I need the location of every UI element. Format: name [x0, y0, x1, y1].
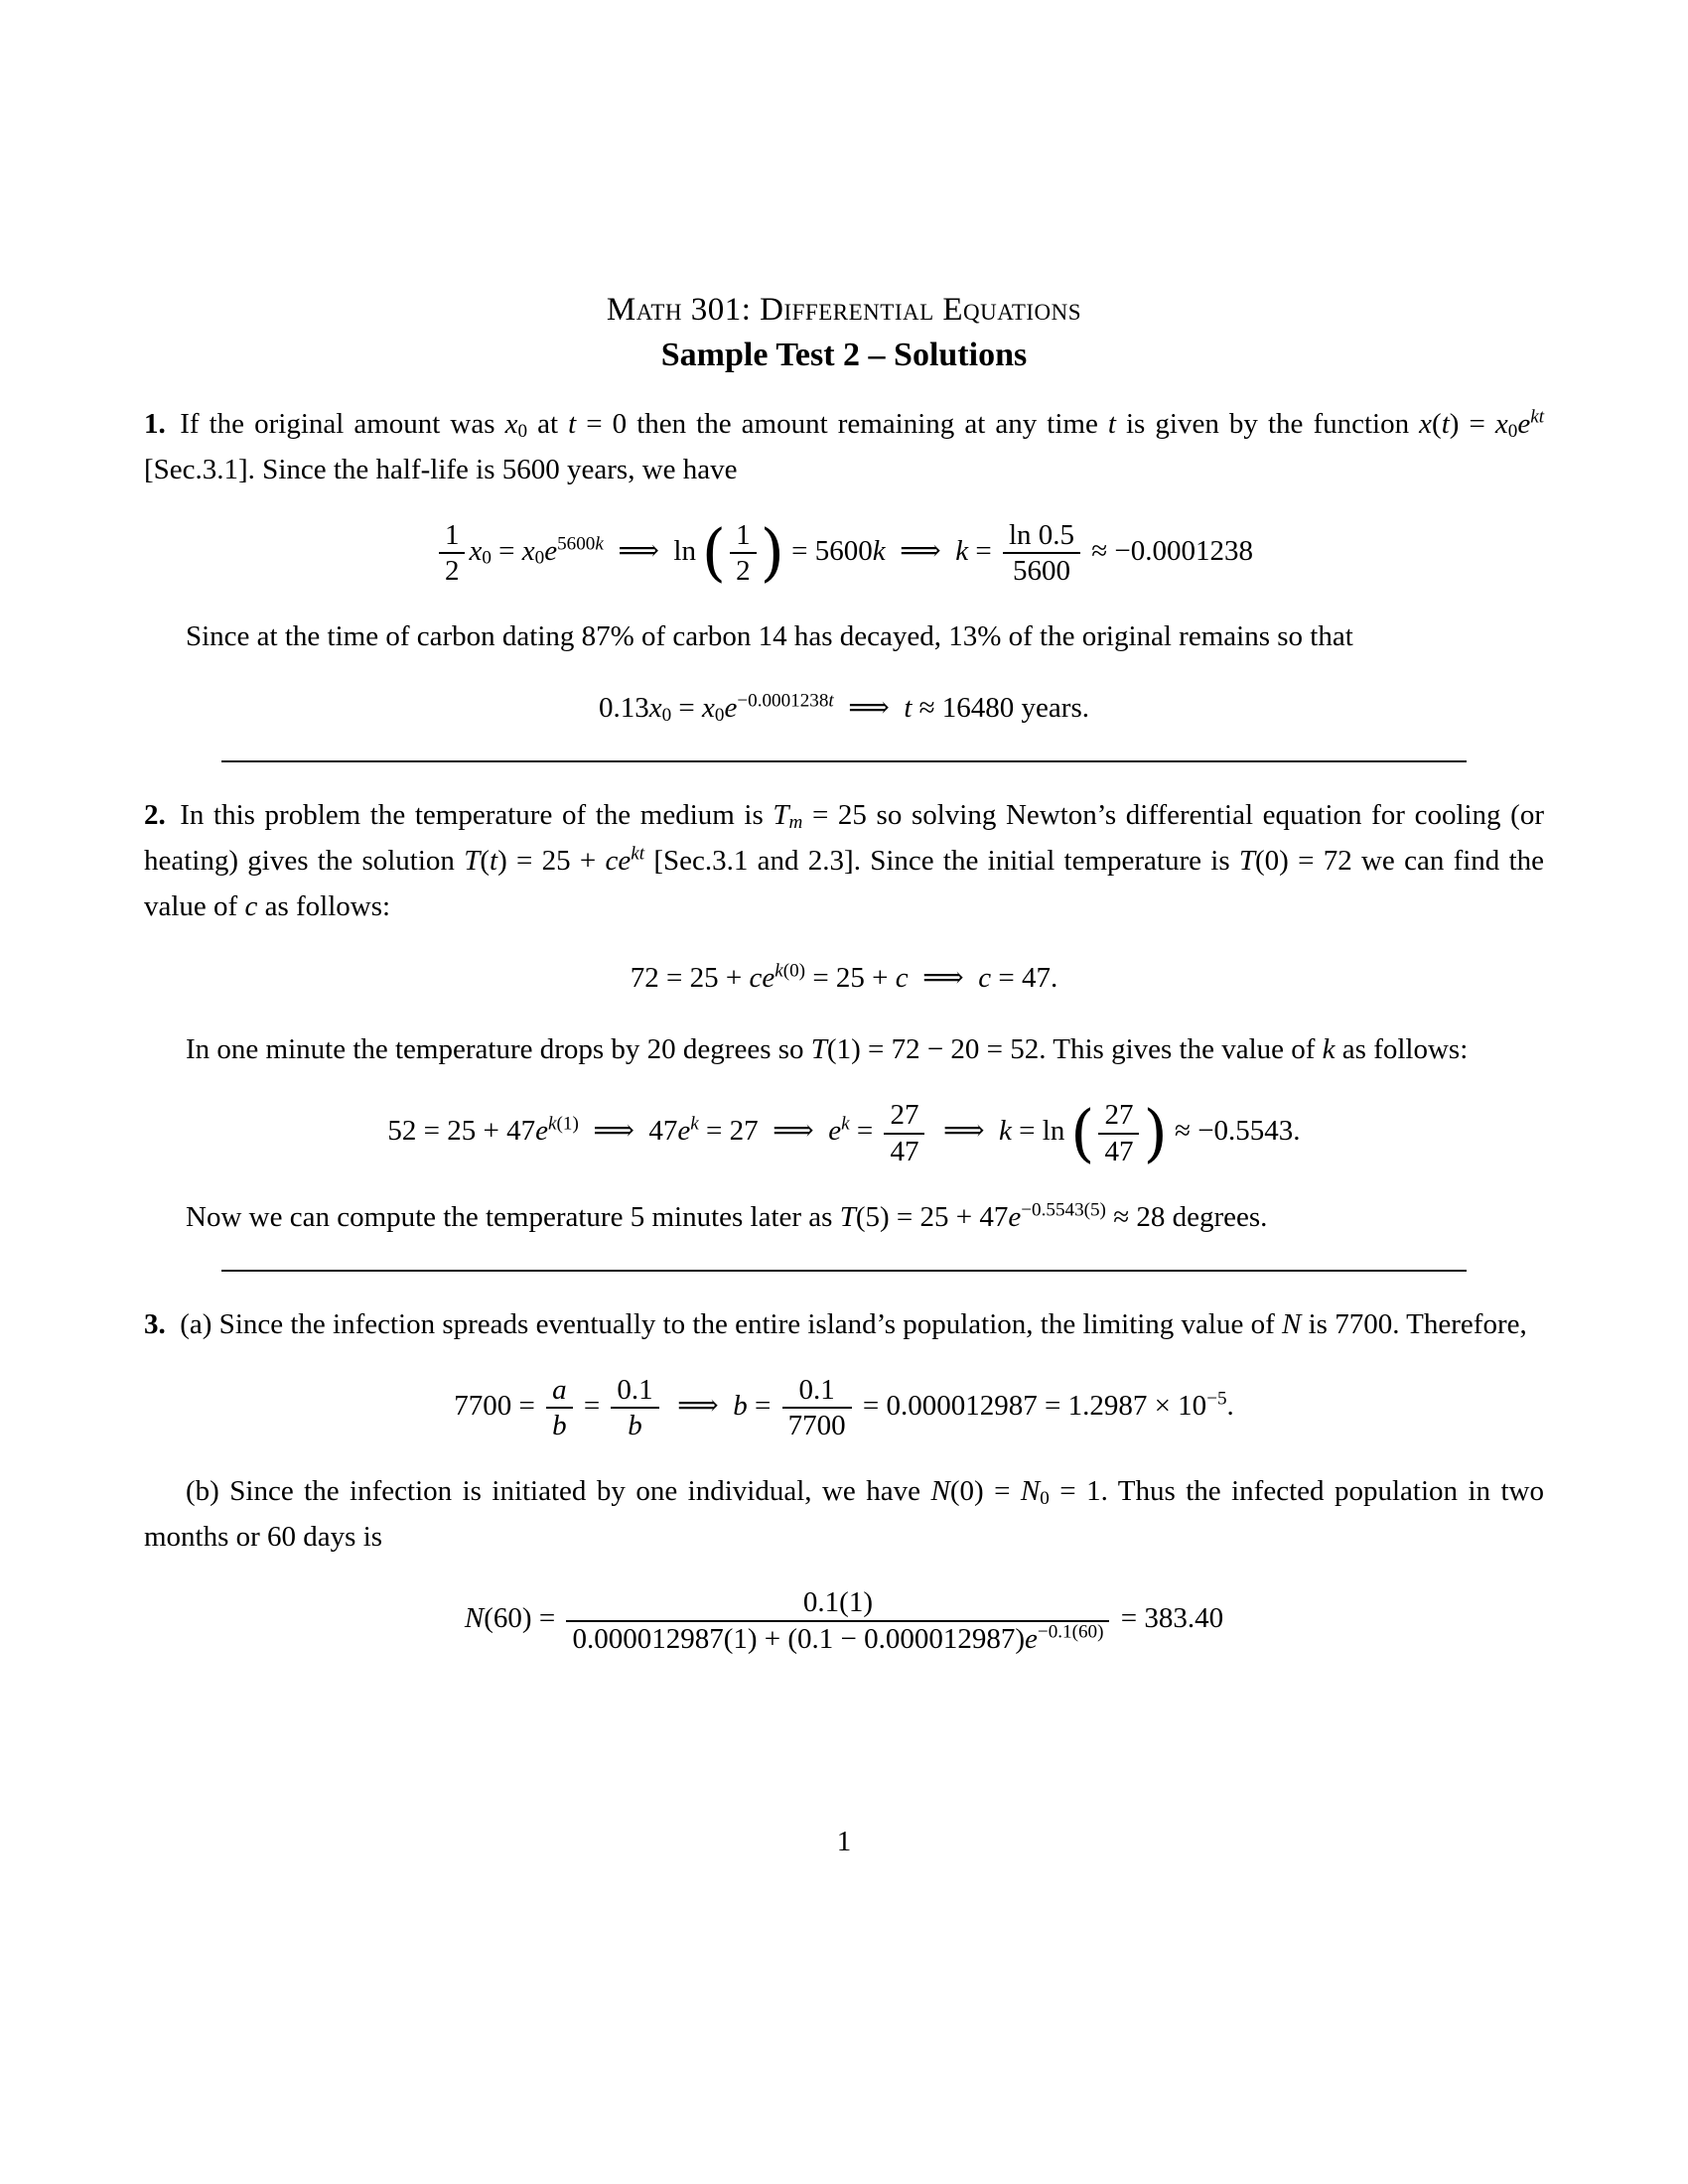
superscript — [841, 1114, 850, 1135]
paren-content — [1094, 1098, 1143, 1167]
math-variable: e — [535, 1115, 549, 1148]
math-variable: x — [702, 692, 715, 725]
text-run: (1) = 72 − 20 = 52. This gives the value of — [826, 1033, 1323, 1066]
numerator — [439, 518, 466, 554]
open-paren-icon: ( — [1070, 1096, 1095, 1169]
text-run: ⟹ — [578, 1115, 649, 1148]
text-run: = — [491, 534, 522, 567]
display-equation — [144, 518, 1544, 588]
text-run: 0 — [1040, 1488, 1050, 1510]
math-variable: e — [1008, 1200, 1022, 1233]
separator-rule — [221, 760, 1468, 762]
text-run: 0.13 — [598, 692, 649, 725]
math-variable: t — [1107, 408, 1116, 440]
denominator — [782, 1409, 852, 1442]
text-run: = 25 + — [805, 962, 896, 995]
text-run: ⟹ — [928, 1115, 1000, 1148]
math-variable: ce — [749, 962, 775, 995]
document-body — [144, 401, 1544, 1656]
math-variable: b — [628, 1410, 642, 1442]
text-run: 0 — [482, 547, 492, 569]
math-variable: x — [1494, 408, 1508, 440]
math-variable: T — [810, 1033, 827, 1066]
paragraph — [144, 401, 1544, 492]
text-run: −0.5543(5) — [1021, 1199, 1106, 1221]
text-run: = 27 — [698, 1115, 759, 1148]
subscript — [535, 548, 545, 569]
text-run: at — [527, 408, 569, 440]
math-variable: b — [733, 1389, 748, 1422]
text-run: 1 — [444, 519, 460, 551]
text-run: Now we can compute the temperature 5 minutes later as — [186, 1200, 840, 1233]
text-run: (0) — [782, 960, 806, 982]
math-variable: a — [552, 1373, 567, 1406]
text-run: (0) = 72 we can find the value of — [144, 845, 1544, 923]
text-run: = 383.40 — [1113, 1602, 1224, 1635]
text-run: ≈ 16480 years. — [912, 692, 1089, 725]
text-run: Since at the time of carbon dating 87% of carbon 14 has decayed, 13% of the original remains so that — [186, 620, 1353, 653]
text-run: ⟹ — [833, 692, 905, 725]
math-variable: t — [904, 692, 913, 725]
math-variable: k — [955, 534, 969, 567]
text-run: 47 — [1104, 1135, 1134, 1167]
open-paren-icon: ( — [701, 516, 727, 590]
close-paren-icon: ) — [1143, 1096, 1168, 1169]
text-run: = — [576, 1389, 608, 1422]
math-variable: k — [548, 1113, 557, 1135]
text-run: ⟹ — [758, 1115, 829, 1148]
text-run: In one minute the temperature drops by 20 degrees so — [186, 1033, 811, 1066]
subscript — [1508, 421, 1518, 442]
fraction — [546, 1373, 573, 1442]
numerator — [884, 1098, 924, 1134]
text-run: 5600 — [1012, 555, 1070, 588]
fraction — [1003, 518, 1080, 588]
text-run: 2 — [444, 555, 460, 588]
text-run: 7700 — [787, 1410, 846, 1442]
math-variable: k — [595, 533, 604, 555]
fraction — [439, 518, 466, 588]
superscript — [1038, 1621, 1104, 1642]
bold-run: 1. — [144, 408, 166, 440]
text-run: 0 — [1507, 420, 1518, 442]
text-run: 0.1 — [798, 1373, 835, 1406]
math-variable: x — [521, 534, 535, 567]
text-run: (a) Since the infection spreads eventually to the entire island’s population, the limiting value of — [165, 1307, 1283, 1340]
display-equation — [144, 955, 1544, 1001]
text-run: is given by the function — [1115, 408, 1420, 440]
text-run: ⟹ — [662, 1389, 734, 1422]
math-variable: e — [677, 1115, 691, 1148]
numerator — [611, 1373, 658, 1409]
math-variable: x — [648, 692, 662, 725]
math-variable: k — [1322, 1033, 1336, 1066]
denominator — [439, 554, 466, 588]
math-variable: x — [469, 534, 483, 567]
math-variable: k — [774, 960, 783, 982]
text-run: −0.0001238 — [737, 690, 829, 712]
separator-rule — [221, 1270, 1468, 1272]
text-run: −0.1(60) — [1037, 1621, 1104, 1643]
math-variable: N — [930, 1475, 950, 1508]
display-equation — [144, 1098, 1544, 1167]
text-run: [Sec.3.1 and 2.3]. Since the initial temperature is — [644, 845, 1239, 878]
numerator — [566, 1585, 1109, 1621]
superscript — [557, 533, 604, 554]
subscript — [662, 705, 672, 726]
text-run: is 7700. Therefore, — [1301, 1307, 1527, 1340]
text-run: ( — [1432, 408, 1442, 440]
text-run: (60) = — [484, 1602, 563, 1635]
text-run: ) = — [1449, 408, 1495, 440]
text-run: = — [747, 1389, 778, 1422]
text-run: 0.1 — [617, 1373, 653, 1406]
text-run: as follows: — [257, 890, 391, 923]
math-variable: ce — [605, 845, 632, 878]
math-variable: c — [978, 962, 992, 995]
text-run: 47 — [648, 1115, 678, 1148]
text-run: as follows: — [1335, 1033, 1469, 1066]
math-variable: c — [895, 962, 909, 995]
text-run: (1) — [556, 1113, 579, 1135]
text-run: 47 — [890, 1135, 919, 1167]
fraction — [1098, 1098, 1139, 1167]
fraction — [884, 1098, 924, 1167]
fraction — [566, 1585, 1109, 1655]
math-variable: m — [788, 812, 803, 834]
text-run: ⟹ ln — [603, 534, 702, 567]
fraction — [730, 518, 757, 588]
denominator — [1098, 1135, 1139, 1168]
math-variable: e — [544, 534, 558, 567]
text-run: 72 = 25 + — [630, 962, 750, 995]
math-variable: k — [841, 1113, 850, 1135]
math-variable: T — [773, 799, 789, 832]
superscript — [690, 1114, 699, 1135]
paragraph — [144, 792, 1544, 929]
paragraph — [144, 1301, 1544, 1347]
text-run: ≈ −0.0001238 — [1084, 534, 1254, 567]
math-variable: e — [1517, 408, 1531, 440]
text-run: 0.1(1) — [802, 1586, 873, 1619]
math-variable: N — [1282, 1307, 1302, 1340]
text-run: 2 — [736, 555, 751, 588]
text-run: = — [968, 534, 999, 567]
numerator — [730, 518, 757, 554]
text-run: −5 — [1206, 1388, 1227, 1410]
paren-content — [726, 518, 761, 588]
math-variable: k — [999, 1115, 1012, 1148]
math-variable: T — [839, 1200, 856, 1233]
text-run: = 5600 — [783, 534, 873, 567]
paren-group — [702, 518, 784, 588]
text-run: [Sec.3.1]. Since the half-life is 5600 years, we have — [144, 454, 738, 485]
math-variable: x — [1419, 408, 1433, 440]
text-run: ≈ 28 degrees. — [1105, 1200, 1268, 1233]
denominator — [546, 1409, 573, 1442]
text-run: ≈ −0.5543. — [1167, 1115, 1301, 1148]
subscript — [789, 812, 803, 833]
superscript — [737, 691, 833, 712]
text-run: 0 — [517, 420, 528, 442]
math-variable: kt — [631, 843, 645, 865]
denominator — [884, 1135, 924, 1168]
math-variable: T — [1238, 845, 1256, 878]
paren-group — [1070, 1098, 1168, 1167]
math-variable: b — [552, 1410, 567, 1442]
close-paren-icon: ) — [760, 516, 784, 590]
math-variable: kt — [1530, 406, 1545, 428]
text-run: . — [1226, 1389, 1234, 1422]
math-variable: t — [828, 690, 834, 712]
numerator — [546, 1373, 573, 1409]
text-run: In this problem the temperature of the medium is — [165, 799, 774, 832]
paragraph — [144, 1194, 1544, 1240]
fraction — [611, 1373, 658, 1442]
text-run: 0 — [661, 705, 672, 727]
math-variable: k — [690, 1113, 699, 1135]
text-run: 27 — [1104, 1099, 1134, 1132]
text-run: 52 = 25 + 47 — [387, 1115, 536, 1148]
text-run: 0 — [534, 547, 545, 569]
text-run: (5) = 25 + 47 — [855, 1200, 1009, 1233]
text-run: ⟹ — [908, 962, 979, 995]
display-equation — [144, 1585, 1544, 1655]
math-variable: t — [568, 408, 577, 440]
subscript — [482, 548, 492, 569]
subscript — [517, 421, 527, 442]
text-run: = 25 so solving Newton’s differential equation for cooling (or heating) gives the solution — [144, 799, 1544, 878]
text-run: If the original amount was — [165, 408, 505, 440]
math-variable: t — [1441, 408, 1450, 440]
superscript — [1530, 406, 1544, 427]
text-run: (b) Since the infection is initiated by one individual, we have — [186, 1475, 931, 1508]
text-run: 0 — [714, 705, 725, 727]
text-run: 5600 — [557, 533, 596, 555]
paragraph — [144, 1026, 1544, 1072]
text-run: (0) = — [949, 1475, 1021, 1508]
denominator — [566, 1622, 1109, 1656]
text-run: = 47. — [991, 962, 1058, 995]
text-run: = — [671, 692, 703, 725]
math-variable: T — [464, 845, 481, 878]
math-variable: c — [244, 890, 258, 923]
math-variable: N — [464, 1602, 485, 1635]
denominator — [611, 1409, 658, 1442]
bold-run: 2. — [144, 799, 166, 832]
course-title: Math 301: Differential Equations — [606, 292, 1082, 328]
numerator — [782, 1373, 852, 1409]
denominator — [730, 554, 757, 588]
math-variable: e — [1025, 1622, 1038, 1655]
text-run: 0.000012987(1) + (0.1 − 0.000012987) — [572, 1622, 1026, 1655]
math-variable: x — [504, 408, 518, 440]
text-run: = 1. Thus the infected population in two months or 60 days is — [144, 1475, 1544, 1554]
text-run: 27 — [890, 1099, 919, 1132]
text-run: ⟹ — [885, 534, 956, 567]
superscript — [631, 844, 644, 865]
text-run: 7700 = — [454, 1389, 543, 1422]
numerator — [1003, 518, 1080, 554]
text-run: = 0 then the amount remaining at any time — [576, 408, 1108, 440]
document-header — [144, 288, 1544, 379]
superscript — [774, 961, 805, 982]
math-variable: N — [1020, 1475, 1041, 1508]
denominator — [1003, 554, 1080, 588]
superscript — [1206, 1388, 1226, 1409]
math-variable: e — [724, 692, 738, 725]
text-run: = 0.000012987 = 1.2987 × 10 — [855, 1389, 1207, 1422]
bold-run: 3. — [144, 1307, 166, 1340]
text-run: ) = 25 + — [497, 845, 606, 878]
text-run: ( — [480, 845, 490, 878]
text-run: 1 — [736, 519, 751, 551]
display-equation — [144, 1373, 1544, 1442]
paragraph — [144, 1468, 1544, 1560]
page-number: 1 — [836, 1826, 852, 1857]
math-variable: t — [490, 845, 498, 878]
text-run: ln 0.5 — [1008, 519, 1075, 551]
paragraph — [144, 614, 1544, 659]
test-subtitle: Sample Test 2 – Solutions — [660, 337, 1028, 373]
text-run: = — [849, 1115, 881, 1148]
math-variable: k — [872, 534, 886, 567]
superscript — [1021, 1199, 1106, 1220]
subscript — [1040, 1488, 1050, 1509]
text-run: = ln — [1011, 1115, 1071, 1148]
numerator — [1098, 1098, 1139, 1134]
display-equation — [144, 685, 1544, 731]
superscript — [548, 1114, 579, 1135]
fraction — [782, 1373, 852, 1442]
math-variable: e — [828, 1115, 842, 1148]
